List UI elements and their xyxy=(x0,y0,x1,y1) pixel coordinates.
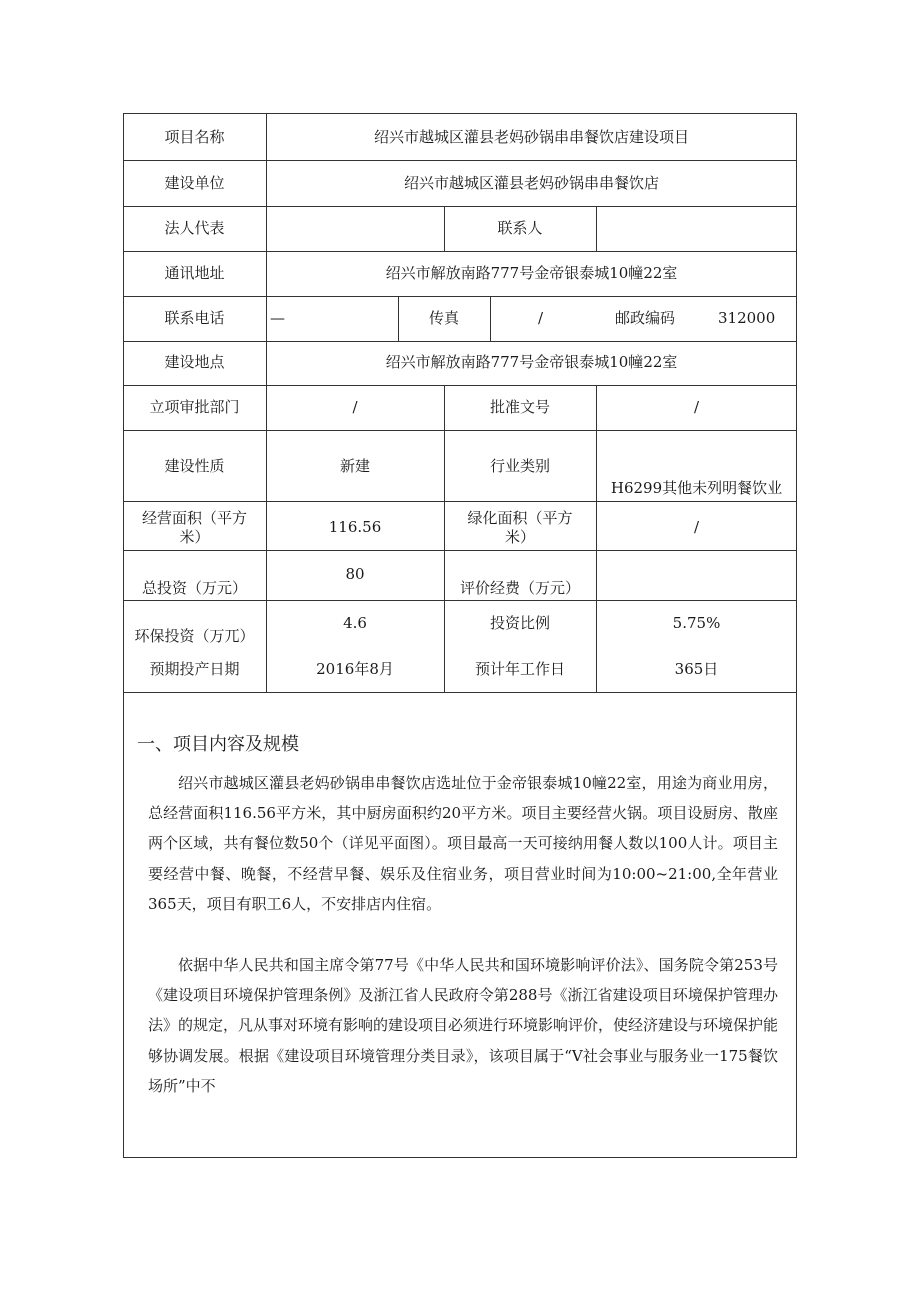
eval-fee-label: 评价经费（万元） xyxy=(459,579,580,597)
area-label-line2: 米） xyxy=(179,528,210,546)
approval-no-label: 批准文号 xyxy=(489,398,550,416)
row-divider xyxy=(123,296,797,297)
work-days-value: 365日 xyxy=(674,660,719,678)
env-investment-value: 4.6 xyxy=(343,614,367,632)
industry-value: H6299其他未列明餐饮业 xyxy=(610,479,783,497)
start-date-value: 2016年8月 xyxy=(316,660,394,678)
phone-value: — xyxy=(270,309,285,327)
project-name-label: 项目名称 xyxy=(164,128,225,146)
investment-ratio-value: 5.75% xyxy=(672,614,721,632)
section-paragraph-2: 依据中华人民共和国主席令第77号《中华人民共和国环境影响评价法》、国务院令第253号《建设项目环境保护管理条例》及浙江省人民政府令第288号《浙江省建设项目环境保护管理办法》的规定，凡从事对环境有影响的建设项目必须进行环境影响评价，使经济建设与环境保护能够协调发展。根据《建设项目环境管理分类目录》，该项目属于“V社会事业与服务业一175餐饮场所”中不 xyxy=(148,956,779,1095)
unit-value: 绍兴市越城区灌县老妈砂锅串串餐饮店 xyxy=(403,174,659,192)
investment-ratio-label: 投资比例 xyxy=(489,614,550,632)
green-label-line1: 绿化面积（平方 xyxy=(467,509,573,527)
approval-dept-value: / xyxy=(352,398,358,416)
row-divider xyxy=(123,385,797,386)
area-value: 116.56 xyxy=(328,518,382,536)
column-divider xyxy=(596,206,597,251)
contact-label: 联系人 xyxy=(497,219,543,237)
postcode-label: 邮政编码 xyxy=(615,309,676,327)
row-divider xyxy=(123,550,797,551)
unit-label: 建设单位 xyxy=(164,174,225,192)
column-divider xyxy=(490,296,491,341)
row-divider xyxy=(123,600,797,601)
approval-dept-label: 立项审批部门 xyxy=(149,398,240,416)
site-label: 建设地点 xyxy=(164,353,225,371)
fax-value: / xyxy=(538,309,544,327)
investment-value: 80 xyxy=(345,565,365,583)
phone-label: 联系电话 xyxy=(164,309,225,327)
industry-label: 行业类别 xyxy=(489,457,550,475)
address-label: 通讯地址 xyxy=(164,264,225,282)
section-heading: 一、项目内容及规模 xyxy=(137,734,299,755)
row-divider xyxy=(123,692,797,693)
column-divider xyxy=(596,385,597,692)
project-name-value: 绍兴市越城区灌县老妈砂锅串串餐饮店建设项目 xyxy=(373,128,689,146)
green-label-line2: 米） xyxy=(504,528,535,546)
nature-value: 新建 xyxy=(339,457,370,475)
site-value: 绍兴市解放南路777号金帝银泰城10幢22室 xyxy=(385,353,678,371)
fax-label: 传真 xyxy=(428,309,459,327)
row-divider xyxy=(123,251,797,252)
legal-rep-label: 法人代表 xyxy=(164,219,225,237)
nature-label: 建设性质 xyxy=(164,457,225,475)
start-date-label: 预期投产日期 xyxy=(149,660,240,678)
section-paragraph-1: 绍兴市越城区灌县老妈砂锅串串餐饮店选址位于金帝银泰城10幢22室，用途为商业用房，总经营面积116.56平方米，其中厨房面积约20平方米。项目主要经营火锅。项目设厨房、散座两个区域，共有餐位数50个（详见平面图）。项目最高一天可接纳用餐人数以100人计。项目主要经营中餐、晚餐，不经营早餐、娱乐及住宿业务，项目营业时间为10:00~21:00,全年营业365天，项目有职工6人，不安排店内住宿。 xyxy=(148,774,778,913)
row-divider xyxy=(123,160,797,161)
green-value: / xyxy=(693,518,700,536)
postcode-value: 312000 xyxy=(718,309,776,327)
work-days-label: 预计年工作日 xyxy=(474,660,565,678)
investment-label: 总投资（万元） xyxy=(141,579,247,597)
row-divider xyxy=(123,430,797,431)
area-label-line1: 经营面积（平方 xyxy=(141,509,247,527)
row-divider xyxy=(123,206,797,207)
address-value: 绍兴市解放南路777号金帝银泰城10幢22室 xyxy=(385,264,678,282)
approval-no-value: / xyxy=(693,398,700,416)
row-divider xyxy=(123,341,797,342)
row-divider xyxy=(123,501,797,502)
env-investment-label: 环保投资（万兀） xyxy=(134,627,255,645)
